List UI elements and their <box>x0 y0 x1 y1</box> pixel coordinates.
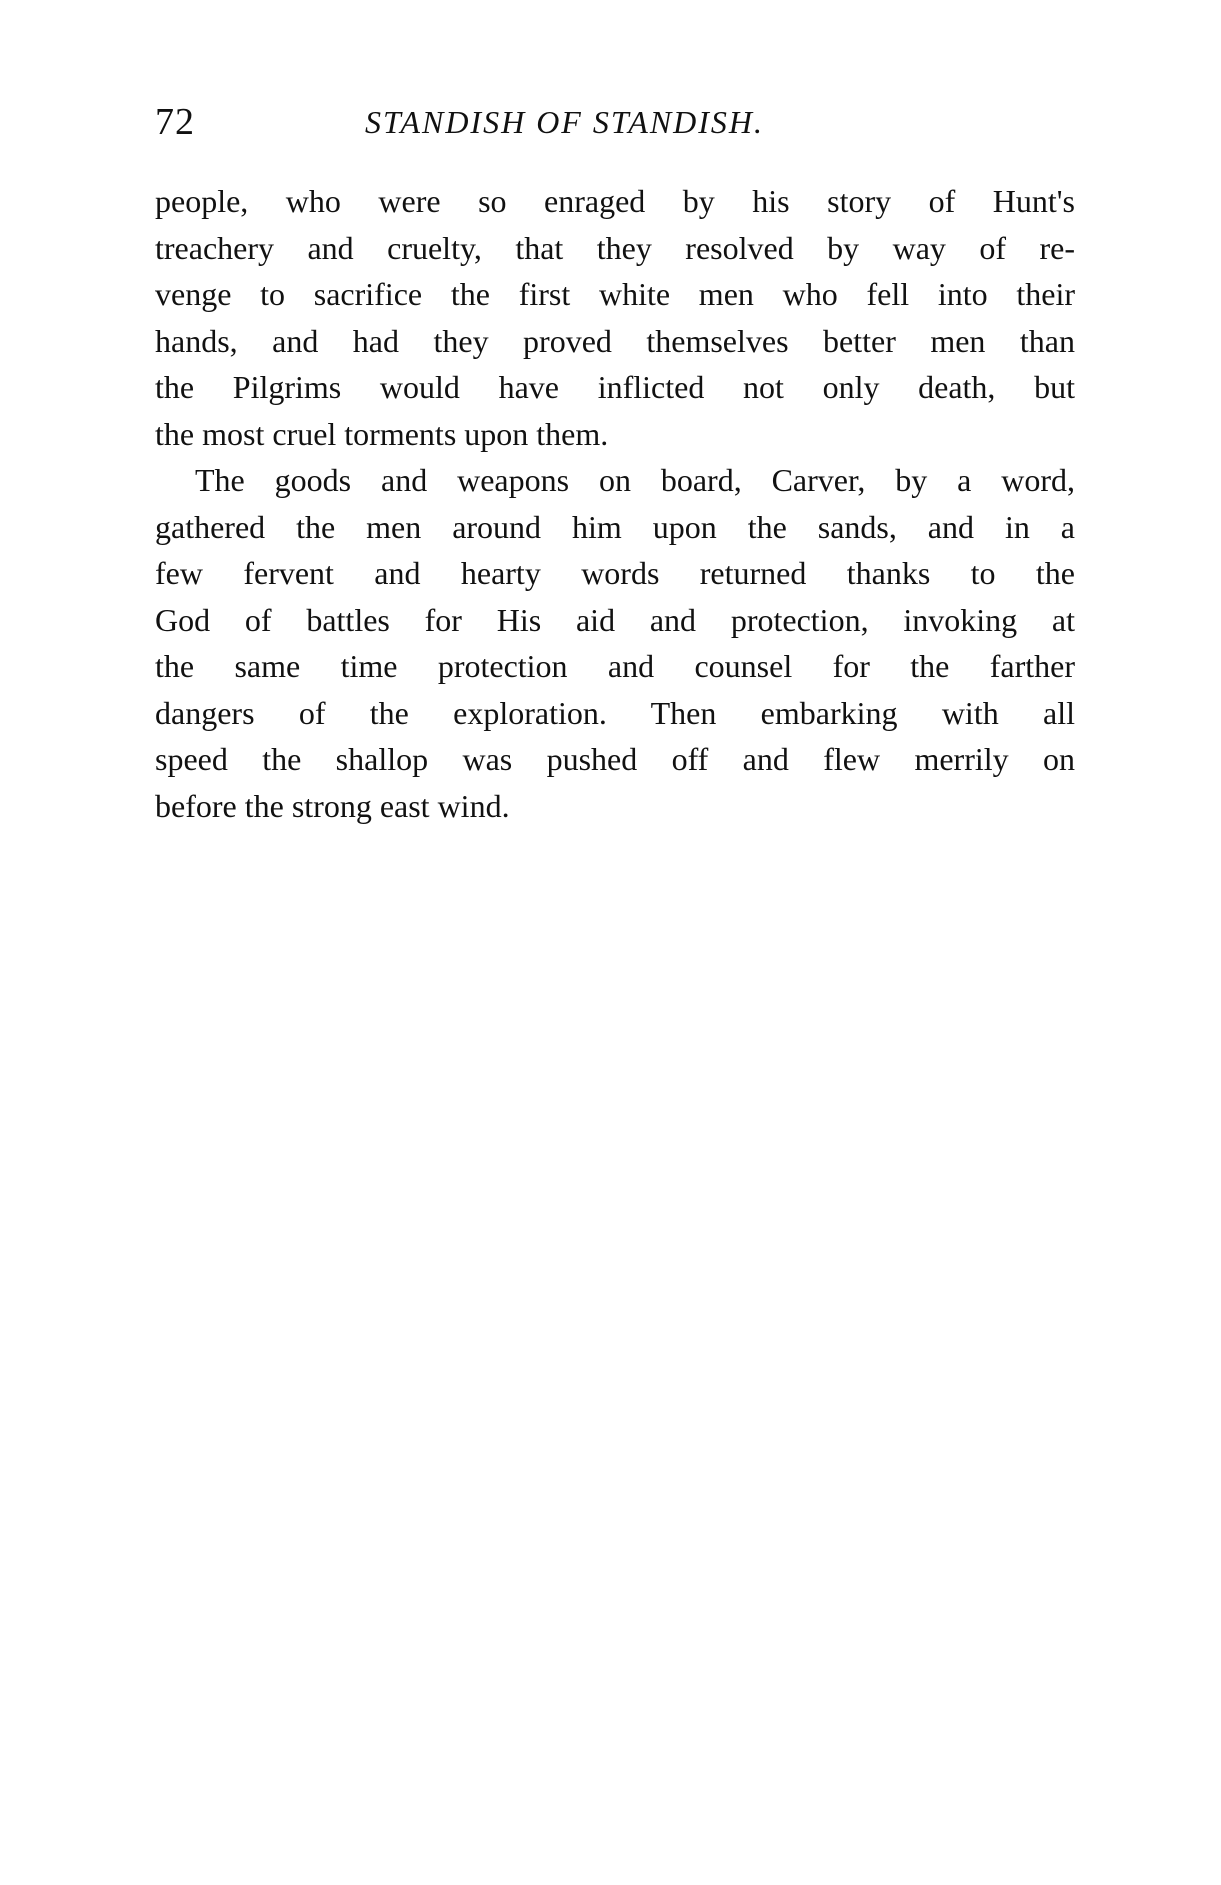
text-line: the Pilgrims would have inflicted not only death, but <box>155 369 1075 405</box>
text-line: treachery and cruelty, that they resolved by way of re- <box>155 229 1075 266</box>
text-line: before the strong east wind. <box>155 787 510 824</box>
text-line: gathered the men around him upon the sands, and in a <box>155 508 1075 545</box>
running-head <box>155 97 1075 147</box>
text-line: the most cruel torments upon them. <box>155 415 609 452</box>
text-line: the same time protection and counsel for the farther <box>155 648 1075 684</box>
text-line: hands, and had they proved themselves better men than <box>155 322 1075 359</box>
running-title: STANDISH OF STANDISH. <box>365 104 765 140</box>
text-line: dangers of the exploration. Then embarking with all <box>155 694 1075 731</box>
text-line: venge to sacrifice the first white men who fell into their <box>155 276 1075 312</box>
page-number: 72 <box>155 101 195 143</box>
text-line: few fervent and hearty words returned thanks to the <box>155 555 1075 591</box>
text-line: The goods and weapons on board, Carver, by a word, <box>195 462 1075 498</box>
text-line: God of battles for His aid and protection, invoking at <box>155 601 1075 638</box>
text-line: speed the shallop was pushed off and flew merrily on <box>155 741 1075 777</box>
body-text <box>155 178 1075 829</box>
text-line: people, who were so enraged by his story of Hunt's <box>155 183 1075 219</box>
